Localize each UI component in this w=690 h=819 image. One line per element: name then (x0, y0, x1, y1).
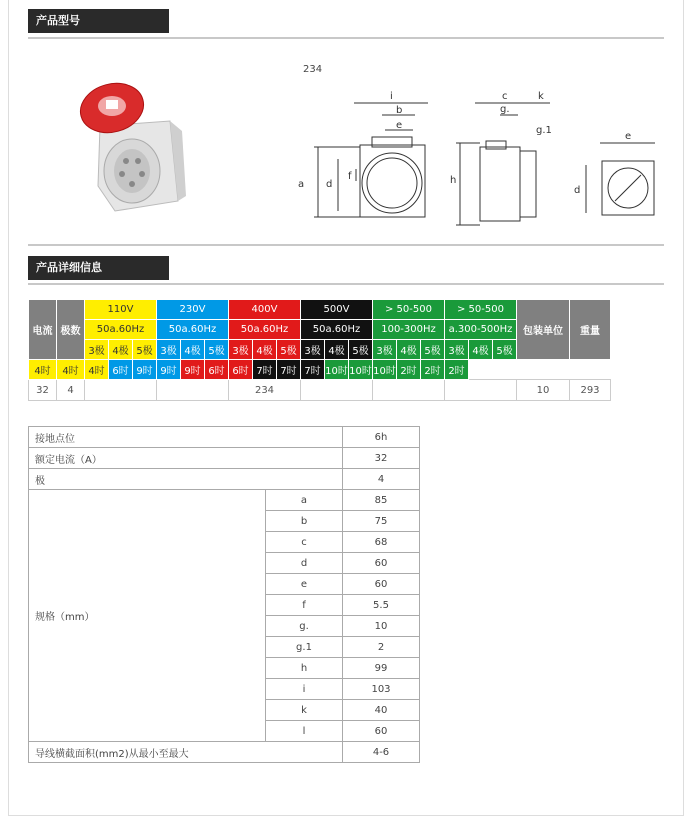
hour-cell: 10时 (349, 360, 373, 380)
group-freq: 50a.60Hz (157, 320, 229, 340)
spec-table (28, 299, 611, 401)
hour-cell: 4时 (29, 360, 57, 380)
hour-cell: 7时 (253, 360, 277, 380)
hour-cell: 2时 (445, 360, 469, 380)
col-weight: 重量 (570, 300, 611, 360)
pole-cell: 4极 (469, 340, 493, 360)
hour-cell: 10时 (325, 360, 349, 380)
group-freq: 50a.60Hz (85, 320, 157, 340)
dimension-value: 5.5 (343, 595, 420, 616)
dim-label-f: f (348, 171, 352, 182)
pole-cell: 4极 (181, 340, 205, 360)
rear-view (586, 143, 655, 215)
pole-cell: 4极 (325, 340, 349, 360)
wire-label: 导线横截面积(mm2)从最小至最大 (29, 742, 343, 763)
pole-cell: 3极 (301, 340, 325, 360)
dimension-key: b (266, 511, 343, 532)
dimension-value: 103 (343, 679, 420, 700)
dim-label-b: b (396, 105, 403, 116)
hour-cell: 2时 (421, 360, 445, 380)
detail-table (28, 426, 420, 763)
cell-empty (445, 380, 517, 401)
dim-label-g: g. (500, 104, 510, 115)
cell-current: 32 (29, 380, 57, 401)
pole-cell: 5极 (277, 340, 301, 360)
ground-label: 接地点位 (29, 427, 343, 448)
group-volt: 110V (85, 300, 157, 320)
dimension-drawing (290, 85, 665, 235)
dimension-value: 60 (343, 574, 420, 595)
group-freq: 100-300Hz (373, 320, 445, 340)
dimension-value: 10 (343, 616, 420, 637)
cell-poles: 4 (57, 380, 85, 401)
hour-cell: 9时 (133, 360, 157, 380)
front-view (314, 103, 428, 217)
dimension-key: f (266, 595, 343, 616)
section-divider (28, 283, 664, 285)
model-number: 234 (303, 64, 323, 75)
pole-cell: 3极 (157, 340, 181, 360)
section-title-model: 产品型号 (28, 9, 169, 33)
pole-cell: 4极 (397, 340, 421, 360)
hour-cell: 4时 (57, 360, 85, 380)
side-view (456, 103, 550, 225)
dimension-value: 60 (343, 553, 420, 574)
group-freq: 50a.60Hz (229, 320, 301, 340)
col-current: 电流 (29, 300, 57, 360)
hour-cell: 7时 (277, 360, 301, 380)
hour-cell: 6时 (109, 360, 133, 380)
dim-label-e: e (396, 120, 403, 131)
dimension-value: 2 (343, 637, 420, 658)
dimension-key: h (266, 658, 343, 679)
pole-value: 4 (343, 469, 420, 490)
cell-empty (85, 380, 157, 401)
wire-value: 4-6 (343, 742, 420, 763)
hour-cell: 6时 (229, 360, 253, 380)
dimension-key: a (266, 490, 343, 511)
dimension-key: g. (266, 616, 343, 637)
dimension-row (29, 490, 420, 511)
col-poles: 极数 (57, 300, 85, 360)
section-divider (28, 244, 664, 246)
hour-cell: 7时 (301, 360, 325, 380)
dimension-key: d (266, 553, 343, 574)
hour-cell: 2时 (397, 360, 421, 380)
hour-cell: 9时 (157, 360, 181, 380)
hour-cell: 10时 (373, 360, 397, 380)
dimension-key: i (266, 679, 343, 700)
dimension-key: l (266, 721, 343, 742)
group-volt: > 50-500 (373, 300, 445, 320)
section-title-detail: 产品详细信息 (28, 256, 169, 280)
section-divider (28, 37, 664, 39)
cell-model: 234 (229, 380, 301, 401)
dim-label-k: k (538, 91, 544, 102)
dimension-value: 40 (343, 700, 420, 721)
hour-cell: 4时 (85, 360, 109, 380)
group-volt: > 50-500 (445, 300, 517, 320)
cell-empty (157, 380, 229, 401)
dimension-key: k (266, 700, 343, 721)
product-photo (70, 76, 190, 216)
group-volt: 230V (157, 300, 229, 320)
group-volt: 500V (301, 300, 373, 320)
cell-empty (301, 380, 373, 401)
dimension-value: 99 (343, 658, 420, 679)
pole-cell: 3极 (229, 340, 253, 360)
cell-empty (373, 380, 445, 401)
pole-cell: 3极 (445, 340, 469, 360)
dim-label-d-rear: d (574, 185, 581, 196)
cell-package: 10 (517, 380, 570, 401)
dimension-value: 85 (343, 490, 420, 511)
rated-current-label: 额定电流（A） (29, 448, 343, 469)
dim-label-e-rear: e (625, 131, 632, 142)
dim-label-d: d (326, 179, 333, 190)
dim-label-g1: g.1 (536, 125, 552, 136)
pole-cell: 5极 (133, 340, 157, 360)
dimension-key: g.1 (266, 637, 343, 658)
dimension-value: 60 (343, 721, 420, 742)
ground-value: 6h (343, 427, 420, 448)
pole-cell: 4极 (253, 340, 277, 360)
dimensions-label: 规格（mm） (29, 490, 266, 742)
group-volt: 400V (229, 300, 301, 320)
hour-cell: 6时 (205, 360, 229, 380)
pole-cell: 3极 (373, 340, 397, 360)
group-freq: 50a.60Hz (301, 320, 373, 340)
pole-cell: 5极 (493, 340, 517, 360)
dim-label-i: i (390, 91, 393, 102)
dimension-key: c (266, 532, 343, 553)
col-package: 包装单位 (517, 300, 570, 360)
rated-current-value: 32 (343, 448, 420, 469)
hour-cell: 9时 (181, 360, 205, 380)
group-freq: a.300-500Hz (445, 320, 517, 340)
dimension-value: 75 (343, 511, 420, 532)
cell-weight: 293 (570, 380, 611, 401)
pole-cell: 3极 (85, 340, 109, 360)
dim-label-h: h (450, 175, 457, 186)
dim-label-c: c (502, 91, 508, 102)
pole-cell: 4极 (109, 340, 133, 360)
pole-cell: 5极 (421, 340, 445, 360)
pole-label: 极 (29, 469, 343, 490)
dim-label-a: a (298, 179, 305, 190)
dimension-value: 68 (343, 532, 420, 553)
dimension-key: e (266, 574, 343, 595)
pole-cell: 5极 (205, 340, 229, 360)
pole-cell: 5极 (349, 340, 373, 360)
